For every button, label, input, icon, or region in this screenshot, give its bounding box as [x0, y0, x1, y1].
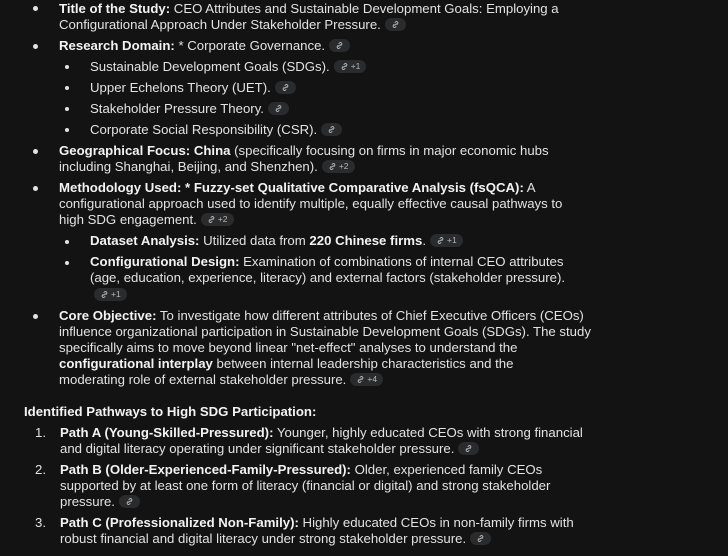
domain-item	[90, 59, 366, 75]
dataset-text: Utilized data from	[203, 233, 306, 248]
domain-item-text: Stakeholder Pressure Theory.	[90, 101, 264, 116]
citation-chip[interactable]	[329, 39, 350, 52]
bullet	[65, 261, 69, 265]
citation-chip[interactable]	[458, 442, 479, 455]
method-text: A	[526, 180, 536, 195]
citation-chip[interactable]	[119, 495, 140, 508]
path-a-text: Younger, highly educated CEOs with strong financial	[276, 425, 583, 440]
bullet	[65, 86, 69, 90]
bullet	[33, 6, 38, 11]
geo-text: (specifically focusing on firms in major economic hubs	[234, 143, 549, 158]
domain-item	[90, 122, 342, 138]
bullet	[65, 128, 69, 132]
objective-line	[59, 308, 584, 324]
domain-item-text: Sustainable Development Goals (SDGs).	[90, 59, 330, 74]
citation-chip[interactable]	[350, 373, 383, 386]
config-label: Configurational Design:	[90, 254, 240, 269]
path-c-line-2	[60, 531, 491, 547]
citation-chip[interactable]	[268, 102, 289, 115]
link-icon	[335, 41, 344, 50]
link-icon	[436, 236, 445, 245]
path-c-text-2: robust financial and digital literacy under strong stakeholder pressure.	[60, 531, 467, 546]
objective-line-2	[59, 324, 591, 340]
citation-chip[interactable]	[470, 532, 491, 545]
pathways-heading: Identified Pathways to High SDG Participation:	[24, 404, 317, 419]
domain-item	[90, 80, 296, 96]
path-c-text: Highly educated CEOs in non-family firms with	[302, 515, 574, 530]
path-b-text-3: pressure.	[60, 494, 115, 509]
citation-chip[interactable]	[322, 160, 355, 173]
link-icon	[274, 104, 283, 113]
method-name: * Fuzzy-set Qualitative Comparative Analysis (fsQCA):	[185, 180, 524, 195]
objective-text-5: moderating role of external stakeholder pressure.	[59, 372, 347, 387]
citation-chip[interactable]	[201, 213, 234, 226]
citation-count: +1	[446, 235, 457, 245]
path-b-line-2	[60, 478, 550, 494]
path-b-text: Older, experienced family CEOs	[354, 462, 543, 477]
objective-text-3: specifically aims to move beyond linear "net-effect" analyses to understand the	[59, 340, 518, 355]
dataset-count: 220 Chinese firms	[309, 233, 423, 248]
domain-line	[59, 38, 350, 54]
title-text-2: Configurational Approach Under Stakeholder Pressure.	[59, 17, 381, 32]
objective-line-5	[59, 372, 383, 388]
title-line	[59, 1, 559, 17]
objective-text-4: between internal leadership characteristics and the	[216, 356, 514, 371]
bullet	[33, 149, 38, 154]
list-number: 3.	[35, 515, 46, 530]
config-line	[90, 254, 563, 270]
title-line-2	[59, 17, 406, 33]
title-label: Title of the Study:	[59, 1, 171, 16]
domain-text: * Corporate Governance.	[178, 38, 326, 53]
geo-country: China	[193, 143, 231, 158]
method-text-3: high SDG engagement.	[59, 212, 197, 227]
citation-chip[interactable]	[275, 81, 296, 94]
link-icon	[125, 497, 134, 506]
objective-text: To investigate how different attributes of Chief Executive Officers (CEOs)	[159, 308, 584, 323]
config-text: Examination of combinations of internal CEO attributes	[243, 254, 564, 269]
geo-text-2: including Shanghai, Beijing, and Shenzhen).	[59, 159, 318, 174]
path-c-line	[60, 515, 574, 531]
path-a-line	[60, 425, 583, 441]
title-text: CEO Attributes and Sustainable Development Goals: Employing a	[173, 1, 559, 16]
link-icon	[476, 534, 485, 543]
path-b-text-2: supported by at least one form of literacy (financial or digital) and strong stakeholder	[60, 478, 551, 493]
geo-line	[59, 143, 549, 159]
citation-count: +1	[111, 289, 121, 299]
bullet	[65, 65, 69, 69]
list-number: 1.	[35, 425, 46, 440]
bullet	[33, 186, 38, 191]
dataset-label: Dataset Analysis:	[90, 233, 200, 248]
method-text-2: configurational approach used to identify multiple, equally effective causal pathways to	[59, 196, 563, 211]
link-icon	[100, 290, 109, 299]
dataset-period: .	[422, 233, 426, 248]
bullet	[65, 107, 69, 111]
domain-item-text: Upper Echelons Theory (UET).	[90, 80, 271, 95]
config-line-3	[90, 287, 127, 303]
link-icon	[207, 215, 216, 224]
citation-count: +2	[217, 214, 228, 224]
citation-chip[interactable]	[334, 60, 367, 73]
path-a-line-2	[60, 441, 479, 457]
objective-line-3	[59, 340, 517, 356]
dataset-line	[90, 233, 463, 249]
geo-label: Geographical Focus:	[59, 143, 191, 158]
config-text-2: (age, education, experience, literacy) and external factors (stakeholder pressure).	[90, 270, 565, 285]
link-icon	[391, 20, 400, 29]
citation-count: +2	[338, 161, 349, 171]
path-a-text-2: and digital literacy operating under significant stakeholder pressure.	[60, 441, 455, 456]
link-icon	[356, 375, 365, 384]
list-number: 2.	[35, 462, 46, 477]
path-b-line	[60, 462, 542, 478]
objective-label: Core Objective:	[59, 308, 157, 323]
link-icon	[328, 162, 337, 171]
geo-line-2	[59, 159, 355, 175]
link-icon	[327, 125, 336, 134]
domain-item-text: Corporate Social Responsibility (CSR).	[90, 122, 318, 137]
path-c-label: Path C (Professionalized Non-Family):	[60, 515, 299, 530]
domain-item	[90, 101, 289, 117]
method-line	[59, 180, 536, 196]
path-b-line-3	[60, 494, 140, 510]
bullet	[33, 314, 38, 319]
method-label: Methodology Used:	[59, 180, 182, 195]
objective-emphasis: configurational interplay	[59, 356, 213, 371]
method-line-3	[59, 212, 234, 228]
bullet	[65, 240, 69, 244]
bullet	[33, 44, 38, 49]
config-line-2	[90, 270, 565, 286]
method-line-2	[59, 196, 562, 212]
objective-line-4	[59, 356, 513, 372]
link-icon	[340, 62, 349, 71]
path-b-label: Path B (Older-Experienced-Family-Pressured):	[60, 462, 351, 477]
citation-count: +4	[367, 374, 378, 384]
path-a-label: Path A (Young-Skilled-Pressured):	[60, 425, 274, 440]
link-icon	[464, 444, 473, 453]
link-icon	[281, 83, 290, 92]
citation-count: +1	[350, 61, 361, 71]
citation-chip[interactable]	[321, 123, 342, 136]
citation-chip[interactable]	[430, 234, 463, 247]
domain-label: Research Domain:	[59, 38, 175, 53]
objective-text-2: influence organizational participation in Sustainable Development Goals (SDGs). The study	[59, 324, 591, 339]
citation-chip[interactable]	[385, 18, 406, 31]
citation-chip[interactable]	[94, 288, 127, 301]
